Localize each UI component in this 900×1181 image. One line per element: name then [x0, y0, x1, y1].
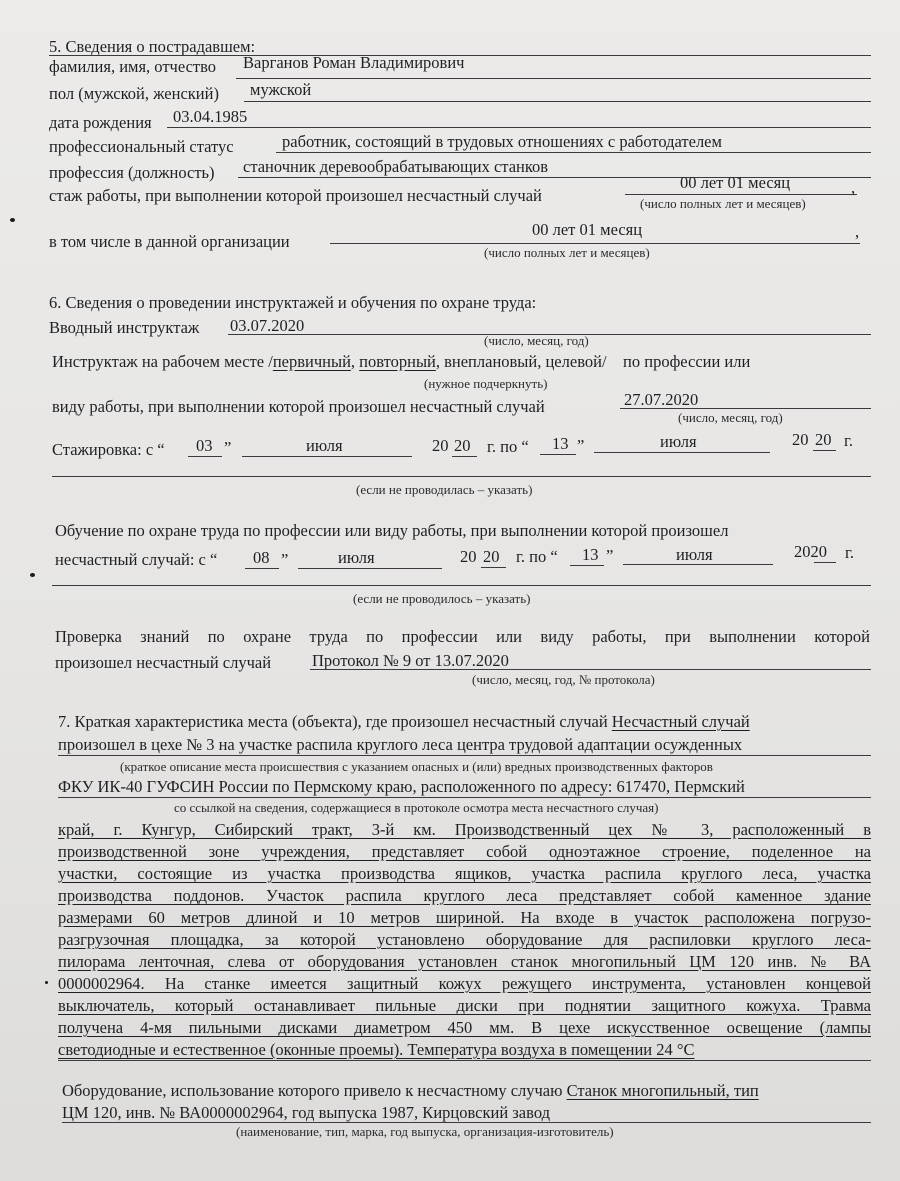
workplace-second-option: повторный	[359, 352, 436, 371]
dob-value: 03.04.1985	[173, 107, 248, 126]
status-value: работник, состоящий в трудовых отношениях с работодателем	[282, 132, 722, 151]
internship-month-2: июля	[660, 432, 697, 451]
rule	[58, 1060, 871, 1061]
rule	[236, 78, 871, 79]
dob-label: дата рождения	[49, 113, 152, 132]
equipment-value-1: Станок многопильный, тип	[566, 1081, 759, 1100]
internship-day-1: 03	[196, 436, 213, 455]
training-day-2: 13	[582, 545, 599, 564]
check-value: Протокол № 9 от 13.07.2020	[312, 651, 509, 670]
place-line: производства поддонов. Участок распила круглого леса представляет собой каменное здание	[58, 886, 871, 905]
org-experience-value: 00 лет 01 месяц	[532, 220, 643, 239]
ink-speck	[30, 573, 35, 577]
section-7-line-3: ФКУ ИК-40 ГУФСИН России по Пермскому краю, расположенного по адресу: 617470, Пермский	[58, 777, 745, 796]
sex-value: мужской	[250, 80, 312, 99]
check-line-1: Проверка знаний по охране труда по профессии или виду работы, при выполнении которой	[55, 627, 870, 646]
place-value-start: Несчастный случай	[611, 712, 750, 731]
experience-value: 00 лет 01 месяц	[680, 173, 791, 192]
internship-year-2: 20	[815, 430, 832, 449]
intro-label: Вводный инструктаж	[49, 318, 200, 337]
training-line-1: Обучение по охране труда по профессии или виду работы, при выполнении которой произошел	[55, 521, 729, 540]
workplace2-hint: (число, месяц, год)	[678, 410, 783, 425]
rule	[58, 797, 871, 798]
rule	[52, 476, 871, 477]
place-line: пилорама ленточная, слева от оборудования установлен станок многопильный ЦМ 120 инв. № ВА	[58, 952, 871, 971]
place-line: производственной зоне учреждения, представляет собой одноэтажное строение, поделенное на	[58, 842, 871, 861]
place-line: 0000002964. На станке имеется защитный кожух режущего инструмента, установлен концевой	[58, 974, 871, 993]
intro-hint: (число, месяц, год)	[484, 333, 589, 348]
rule	[52, 585, 871, 586]
place-line: выключатель, который останавливает пильные диски при поднятии защитного кожуха. Травма	[58, 996, 871, 1015]
internship-year-1: 20	[454, 436, 471, 455]
org-experience-label: в том числе в данной организации	[49, 232, 290, 251]
rule	[310, 669, 871, 670]
place-hint-1: (краткое описание места происшествия с указанием опасных и (или) вредных производственных факторов	[120, 759, 713, 774]
place-line: участки, состоящие из участка производства ящиков, участка распила круглого леса, участка	[58, 864, 871, 883]
section-6-heading: 6. Сведения о проведении инструктажей и обучения по охране труда:	[49, 293, 537, 312]
place-line: размерами 60 метров длиной и 10 метров шириной. На входе в участок расположена погрузо-	[58, 908, 871, 927]
workplace2-label: виду работы, при выполнении которой произошел несчастный случай	[52, 397, 545, 416]
status-label: профессиональный статус	[49, 137, 234, 156]
prof-label: профессия (должность)	[49, 163, 215, 182]
equipment-hint: (наименование, тип, марка, год выпуска, организация-изготовитель)	[236, 1124, 614, 1139]
prof-value: станочник деревообрабатывающих станков	[243, 157, 549, 176]
rule	[58, 755, 871, 756]
training-month-2: июля	[676, 545, 713, 564]
rule	[167, 127, 871, 128]
rule	[62, 1122, 871, 1123]
sex-label: пол (мужской, женский)	[49, 84, 219, 103]
training-hint: (если не проводилось – указать)	[353, 591, 531, 606]
training-year-1: 20	[483, 547, 500, 566]
rule	[276, 152, 871, 153]
ink-speck	[10, 218, 15, 222]
place-line: светодиодные и естественное (оконные проемы). Температура воздуха в помещении 24 °С	[58, 1040, 695, 1059]
training-month-1: июля	[338, 548, 375, 567]
internship-hint: (если не проводилась – указать)	[356, 482, 533, 497]
org-experience-hint: (число полных лет и месяцев)	[484, 245, 650, 260]
check-hint: (число, месяц, год, № протокола)	[472, 672, 655, 687]
equipment-line-1: Оборудование, использование которого привело к несчастному случаю Станок многопильный, тип	[62, 1081, 759, 1100]
internship-day-2: 13	[552, 434, 569, 453]
rule	[620, 408, 871, 409]
ink-speck	[45, 981, 48, 984]
rule	[244, 101, 871, 102]
training-day-1: 08	[253, 548, 270, 567]
place-line: получена 4-мя пильными дисками диаметром 450 мм. В цехе искусственное освещение (лампы	[58, 1018, 871, 1037]
equipment-line-2: ЦМ 120, инв. № ВА0000002964, год выпуска 1987, Кирцовский завод	[62, 1103, 550, 1122]
rule	[625, 194, 857, 195]
place-line: край, г. Кунгур, Сибирский тракт, 3-й км. Производственный цех № 3, расположенный в	[58, 820, 871, 839]
workplace-hint: (нужное подчеркнуть)	[424, 376, 548, 391]
section-7-line-1: 7. Краткая характеристика места (объекта), где произошел несчастный случай Несчастный случай	[58, 712, 750, 731]
workplace-instruction-line: Инструктаж на рабочем месте /первичный, повторный, внеплановый, целевой/ по профессии или	[52, 352, 751, 371]
experience-hint: (число полных лет и месяцев)	[640, 196, 806, 211]
fio-label: фамилия, имя, отчество	[49, 57, 217, 76]
place-line: разгрузочная площадка, за которой установлено оборудование для распиловки круглого леса-	[58, 930, 871, 949]
workplace2-value: 27.07.2020	[624, 390, 699, 409]
check-label: произошел несчастный случай	[55, 653, 272, 672]
workplace-first-option: первичный	[272, 352, 351, 371]
intro-value: 03.07.2020	[230, 316, 305, 335]
fio-value: Варганов Роман Владимирович	[243, 53, 465, 72]
internship-month-1: июля	[306, 436, 343, 455]
experience-label: стаж работы, при выполнении которой произошел несчастный случай	[49, 186, 542, 205]
place-hint-2: со ссылкой на сведения, содержащиеся в протоколе осмотра места несчастного случая)	[174, 800, 659, 815]
section-5-heading: 5. Сведения о пострадавшем:	[49, 37, 256, 56]
section-7-line-2: произошел в цехе № 3 на участке распила круглого леса центра трудовой адаптации осужденных	[58, 735, 743, 754]
document-page: 5. Сведения о пострадавшем: фамилия, имя, отчество Варганов Роман Владимирович пол (мужской, женский) мужской дата рождения 03.04.1985 профессиональный статус работник, состоящий в трудовых отношениях с работодателем профессия (должность) станочник деревообрабатывающих станков стаж работы, при выполнении которой произошел несчастный случай 00 лет 01 месяц , (число полных лет и месяцев) в том числе в данной организации 00 лет 01 месяц , (число полных лет и месяцев) 6. Сведения о проведении инструктажей и обучения по охране труда: Вводный инструктаж 03.07.2020 (число, месяц, год) Инструктаж на рабочем месте /первичный, повторный, внеплановый, целевой/ по профессии или (нужное подчеркнуть) виду работы, при выполнении которой произошел несчастный случай 27.07.2020 (число, месяц, год) Стажировка: с “ 03 ” июля 20 20 г. по “ 13 ” июля 20 20 г. (если не проводилась – указать) Обучение по охране труда по профессии или виду работы, при выполнении которой произошел несчастный случай: с “ 08 ” июля 20 20 г. по “ 13 ” июля 2020 г. (если не проводилось – указать) Проверка знаний по охране труда по профессии или виду работы, при выполнении которой произошел несчастный случай Протокол № 9 от 13.07.2020 (число, месяц, год, № протокола) 7. Краткая характеристика места (объекта), где произошел несчастный случай Несчастный случай произошел в цехе № 3 на участке распила круглого леса центра трудовой адаптации осужденных (краткое описание места происшествия с указанием опасных и (или) вредных производственных факторов ФКУ ИК-40 ГУФСИН России по Пермскому краю, расположенного по адресу: 617470, Пермский со ссылкой на сведения, содержащиеся в протоколе осмотра места несчастного случая) край, г. Кунгур, Сибирский тракт, 3-й км. Производственный цех № 3, расположенный в производственной зоне учреждения, представляет собой одноэтажное строение, поделенное на участки, состоящие из участка производства ящиков, участка распила круглого леса, участка производства поддонов. Участок распила круглого леса представляет собой каменное здание размерами 60 метров длиной и 10 метров шириной. На входе в участок расположена погрузо- разгрузочная площадка, за которой установлено оборудование для распиловки круглого леса- пилорама ленточная, слева от оборудования установлен станок многопильный ЦМ 120 инв. № ВА 0000002964. На станке имеется защитный кожух режущего инструмента, установлен концевой выключатель, который останавливает пильные диски при поднятии защитного кожуха. Травма получена 4-мя пильными дисками диаметром 450 мм. В цехе искусственное освещение (лампы светодиодные и естественное (оконные проемы). Температура воздуха в помещении 24 °С Оборудование, использование которого привело к несчастному случаю Станок многопильный, тип ЦМ 120, инв. № ВА0000002964, год выпуска 1987, Кирцовский завод (наименование, тип, марка, год выпуска, организация-изготовитель)	[0, 0, 900, 1181]
training-year-2: 2020	[794, 542, 827, 561]
rule	[330, 243, 860, 244]
internship-label: Стажировка: с “	[52, 440, 165, 459]
training-label: несчастный случай: с “	[55, 550, 218, 569]
